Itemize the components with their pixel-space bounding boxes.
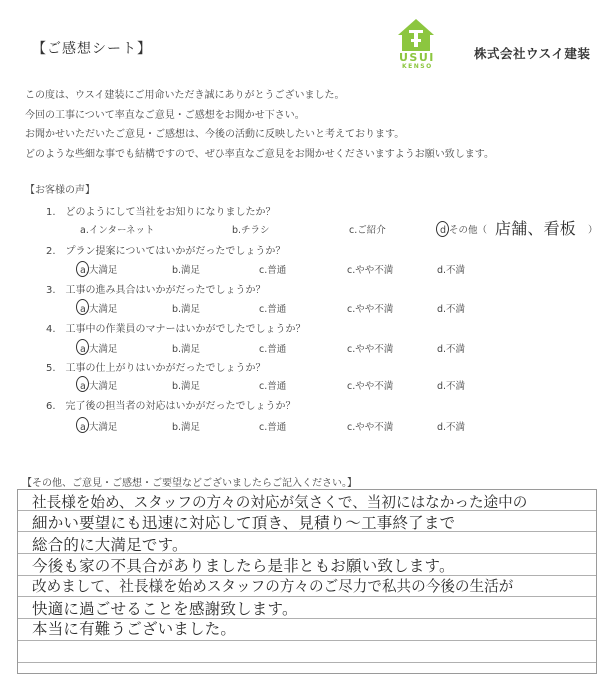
q6-option-dissatisfied[interactable]: d.不満: [437, 422, 466, 433]
handwritten-comment-line: 細かい要望にも迅速に対応して頂き、見積り～工事終了まで: [32, 514, 456, 532]
handwritten-comment-line: 快適に過ごせることを感謝致します。: [32, 600, 298, 618]
q3-option-satisfied[interactable]: b.満足: [172, 304, 201, 315]
survey-title: 【お客様の声】: [25, 185, 95, 196]
handwritten-comment-line: 社長様を始め、スタッフの方々の対応が気さくで、当初にはなかった途中の: [32, 494, 528, 511]
q1-option-referral[interactable]: c.ご紹介: [349, 225, 386, 236]
q1-option-internet[interactable]: a.インターネット: [80, 225, 155, 236]
q2-option-normal[interactable]: c.普通: [259, 265, 287, 276]
comment-box[interactable]: [17, 489, 597, 674]
intro-line: お聞かせいただいたご意見・ご感想は、今後の活動に反映したいと考えております。: [25, 129, 405, 141]
q5-option-satisfied[interactable]: b.満足: [172, 381, 201, 392]
question-6-label: 6. 完了後の担当者の対応はいかがだったでしょうか？: [46, 401, 296, 412]
intro-line: この度は、ウスイ建装にご用命いただき誠にありがとうございました。: [25, 90, 345, 101]
question-5-label: 5. 工事の仕上がりはいかがだったでしょうか？: [46, 363, 266, 374]
q2-option-very-satisfied[interactable]: a.大満足: [80, 265, 118, 276]
q2-option-dissatisfied[interactable]: d.不満: [437, 265, 466, 276]
handwritten-comment-line: 本当に有難うございました。: [32, 620, 237, 638]
q1-option-flyer[interactable]: b.チラシ: [232, 225, 270, 236]
comment-rule: [18, 662, 596, 663]
logo-text: USUI: [399, 51, 435, 64]
handwritten-comment-line: 改めまして、社長様を始めスタッフの方々のご尽力で私共の今後の生活が: [32, 578, 514, 595]
q6-option-normal[interactable]: c.普通: [259, 422, 287, 433]
company-logo: [396, 17, 436, 71]
q4-option-dissatisfied[interactable]: d.不満: [437, 344, 466, 355]
intro-line: 今回の工事について率直なご意見・ご感想をお聞かせ下さい。: [25, 109, 305, 121]
intro-text: [25, 86, 494, 164]
q1-handwritten-other: 店舗、看板: [495, 219, 577, 238]
q5-option-very-satisfied[interactable]: a.大満足: [80, 381, 118, 392]
comment-rule: [18, 640, 596, 641]
q4-option-normal[interactable]: c.普通: [259, 344, 287, 355]
q6-option-satisfied[interactable]: b.満足: [172, 422, 201, 433]
intro-line: どのような些細な事でも結構ですので、ぜひ率直なご意見をお聞かせくださいますようお願い致します。: [25, 148, 494, 160]
handwritten-comment-line: 総合的に大満足です。: [32, 536, 188, 554]
q4-option-somewhat-dissatisfied[interactable]: c.やや不満: [347, 344, 394, 355]
question-2-label: 2. プラン提案についてはいかがだったでしょうか？: [46, 246, 286, 257]
question-3-label: 3. 工事の進み具合はいかがだったでしょうか？: [46, 285, 266, 296]
q2-option-satisfied[interactable]: b.満足: [172, 265, 201, 276]
q3-option-dissatisfied[interactable]: d.不満: [437, 304, 466, 315]
q5-option-somewhat-dissatisfied[interactable]: c.やや不満: [347, 381, 394, 392]
logo-subtext: KENSO: [402, 63, 433, 70]
question-1-label: 1. どのようにして当社をお知りになりましたか？: [46, 207, 276, 218]
q3-option-somewhat-dissatisfied[interactable]: c.やや不満: [347, 304, 394, 315]
q1-option-other[interactable]: d.その他（: [440, 225, 488, 236]
q6-option-somewhat-dissatisfied[interactable]: c.やや不満: [347, 422, 394, 433]
handwritten-comment-line: 今後も家の不具合がありましたら是非ともお願い致します。: [32, 557, 455, 575]
q4-option-very-satisfied[interactable]: a.大満足: [80, 344, 118, 355]
q3-option-normal[interactable]: c.普通: [259, 304, 287, 315]
comments-title: 【その他、ご意見・ご感想・ご要望などございましたらご記入ください。】: [22, 478, 357, 489]
q1-option-other-close: ）: [588, 225, 598, 236]
q5-option-normal[interactable]: c.普通: [259, 381, 287, 392]
sheet-title: 【ご感想シート】: [32, 41, 152, 57]
q2-option-somewhat-dissatisfied[interactable]: c.やや不満: [347, 265, 394, 276]
question-4-label: 4. 工事中の作業員のマナーはいかがでしたでしょうか？: [46, 324, 306, 335]
q5-option-dissatisfied[interactable]: d.不満: [437, 381, 466, 392]
company-name: 株式会社ウスイ建装: [474, 46, 591, 61]
q3-option-very-satisfied[interactable]: a.大満足: [80, 304, 118, 315]
q4-option-satisfied[interactable]: b.満足: [172, 344, 201, 355]
q6-option-very-satisfied[interactable]: a.大満足: [80, 422, 118, 433]
